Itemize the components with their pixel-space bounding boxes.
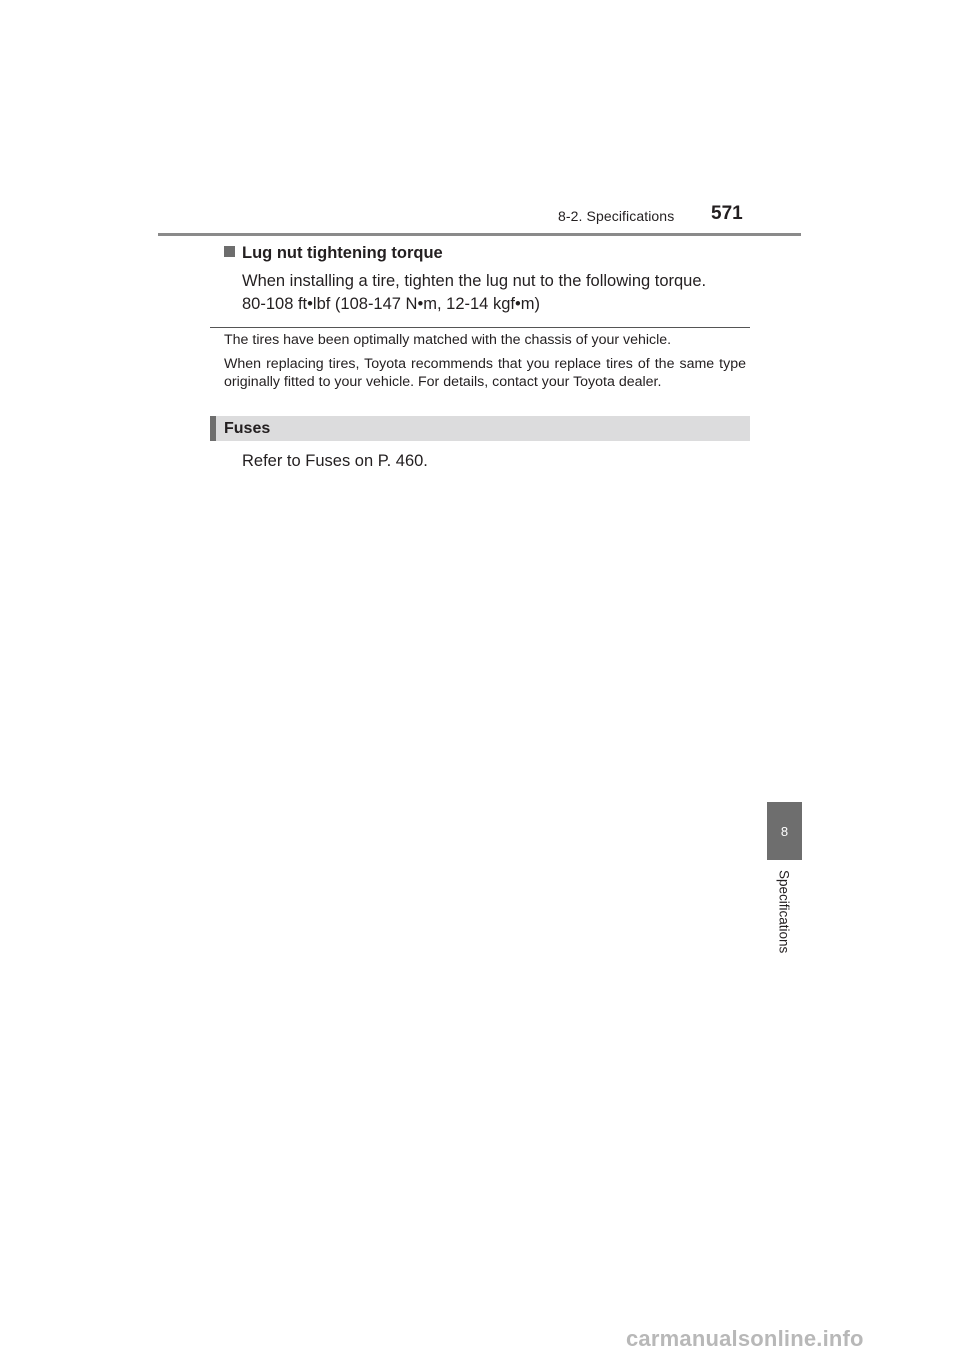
lug-nut-heading — [224, 244, 443, 263]
page-number: 571 — [711, 203, 743, 224]
chapter-number: 8 — [780, 823, 789, 839]
header-section-title: 8-2. Specifications — [558, 208, 675, 224]
lug-nut-torque-value: 80-108 ft•lbf (108-147 N•m, 12-14 kgf•m) — [242, 295, 540, 313]
fuses-section-title: Fuses — [224, 420, 271, 437]
tire-note-paragraph: When replacing tires, Toyota recommends that you replace tires of the same type originally fitted to your vehicle. For details, contact your Toyota dealer. — [224, 356, 746, 390]
lug-nut-body — [242, 270, 762, 316]
chapter-label: Specifications — [776, 870, 792, 954]
section-marker — [210, 416, 216, 441]
tire-note — [224, 331, 746, 397]
fuses-section-header — [210, 416, 750, 441]
note-divider — [210, 327, 750, 328]
chapter-tab — [767, 802, 802, 860]
square-bullet-icon — [224, 246, 235, 257]
watermark: carmanualsonline.info — [626, 1326, 864, 1351]
lug-nut-instruction: When installing a tire, tighten the lug nut to the following torque. — [242, 272, 707, 290]
tire-note-paragraph: The tires have been optimally matched with the chassis of your vehicle. — [224, 332, 672, 348]
fuses-reference-text: Refer to Fuses on P. 460. — [242, 452, 428, 470]
lug-nut-heading-text: Lug nut tightening torque — [242, 244, 443, 262]
header-divider — [158, 233, 801, 236]
